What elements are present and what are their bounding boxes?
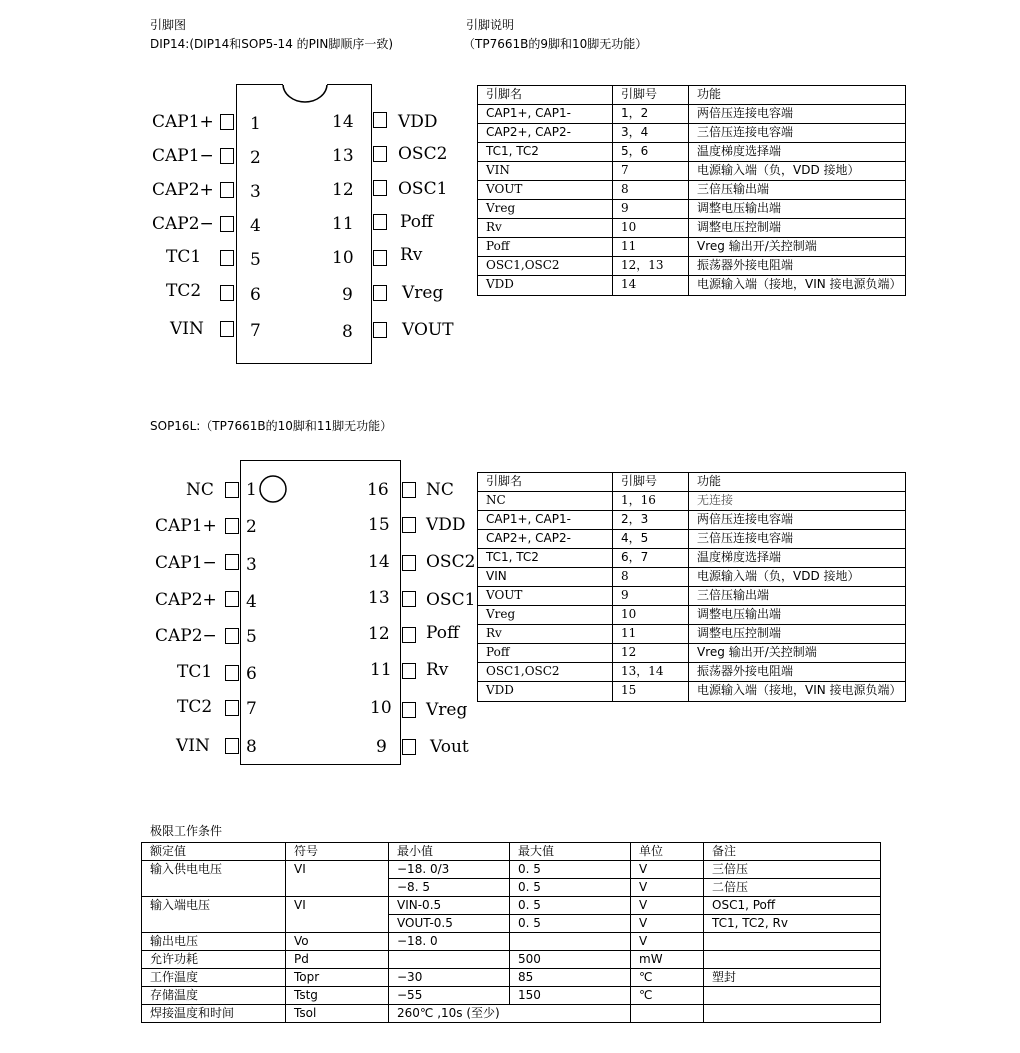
pin-number: 1 <box>246 480 257 500</box>
cell: Rv <box>478 625 613 644</box>
pin1-marker-circle <box>257 473 289 505</box>
pin-lead <box>225 554 239 570</box>
header-cell: 引脚名 <box>478 473 613 492</box>
header-cell: 引脚号 <box>613 473 689 492</box>
pin-number: 7 <box>250 321 261 341</box>
table-row <box>478 124 906 143</box>
cell: VIN <box>478 162 613 181</box>
pin-lead <box>220 148 234 164</box>
cell: 工作温度 <box>142 969 286 987</box>
cell: −18. 0/3 <box>389 861 510 879</box>
cell: ℃ <box>631 969 704 987</box>
pin-number: 13 <box>332 146 354 166</box>
pin-lead <box>402 482 416 498</box>
pin-lead <box>402 663 416 679</box>
limits-table <box>141 842 881 1023</box>
table-row <box>478 143 906 162</box>
cell: 9 <box>613 587 689 606</box>
sop16-title: SOP16L:（TP7661B的10脚和11脚无功能） <box>150 419 393 433</box>
cell: 10 <box>613 219 689 238</box>
pin-number: 6 <box>250 285 261 305</box>
cell: 电源输入端（接地，VIN 接电源负端） <box>689 682 906 702</box>
cell: 0. 5 <box>510 879 631 897</box>
table-row <box>142 879 881 897</box>
pin-label: VDD <box>426 515 466 535</box>
cell: Rv <box>478 219 613 238</box>
pin-lead <box>225 518 239 534</box>
dip-nc-note: （TP7661B的9脚和10脚无功能） <box>463 37 648 51</box>
pin-label: Rv <box>400 245 423 265</box>
pin-label: OSC1 <box>398 179 448 199</box>
table-row <box>478 587 906 606</box>
table-row <box>142 897 881 915</box>
pin-label: VIN <box>176 736 210 756</box>
pin-lead <box>220 285 234 301</box>
table-row <box>478 200 906 219</box>
pin-number: 8 <box>246 737 257 757</box>
pin-number: 12 <box>332 180 354 200</box>
cell: 塑封 <box>704 969 881 987</box>
cell: 无连接 <box>689 492 906 511</box>
cell: 1，2 <box>613 105 689 124</box>
header-cell: 最大值 <box>510 843 631 861</box>
table-row <box>142 951 881 969</box>
pin-number: 11 <box>370 660 392 680</box>
cell: Topr <box>286 969 389 987</box>
pin-lead <box>225 700 239 716</box>
pin-lead <box>373 214 387 230</box>
cell: 260℃ ,10s (至少) <box>389 1005 631 1023</box>
cell: 温度梯度选择端 <box>689 143 906 162</box>
pin-label: Vreg <box>426 700 468 720</box>
cell: 9 <box>613 200 689 219</box>
pin-lead <box>373 250 387 266</box>
cell: 温度梯度选择端 <box>689 549 906 568</box>
pin-label: CAP1+ <box>155 516 217 536</box>
table-row <box>142 933 881 951</box>
cell: 4，5 <box>613 530 689 549</box>
cell: 85 <box>510 969 631 987</box>
cell: 存储温度 <box>142 987 286 1005</box>
cell: 调整电压控制端 <box>689 625 906 644</box>
pin-number: 8 <box>342 322 353 342</box>
cell: 15 <box>613 682 689 702</box>
cell: CAP2+, CAP2- <box>478 530 613 549</box>
cell: VDD <box>478 682 613 702</box>
cell: TC1, TC2, Rv <box>704 915 881 933</box>
pin-diagram-title: 引脚图 <box>150 18 187 32</box>
table-row <box>478 644 906 663</box>
pin-label: Poff <box>400 212 434 232</box>
cell <box>704 951 881 969</box>
cell: VOUT-0.5 <box>389 915 510 933</box>
cell: Poff <box>478 238 613 257</box>
table-row <box>478 181 906 200</box>
pin-lead <box>373 180 387 196</box>
cell: 11 <box>613 625 689 644</box>
pin-lead <box>220 114 234 130</box>
pin-number: 16 <box>367 480 389 500</box>
pin-label: CAP2+ <box>155 590 217 610</box>
cell: VIN-0.5 <box>389 897 510 915</box>
pin-desc-title: 引脚说明 <box>466 18 515 32</box>
cell: 12，13 <box>613 257 689 276</box>
header-cell: 备注 <box>704 843 881 861</box>
cell: V <box>631 897 704 915</box>
cell: 调整电压控制端 <box>689 219 906 238</box>
pin-number: 7 <box>246 699 257 719</box>
cell: 8 <box>613 181 689 200</box>
cell: ℃ <box>631 987 704 1005</box>
table-row <box>142 969 881 987</box>
limits-title: 极限工作条件 <box>150 824 223 838</box>
pin-number: 14 <box>368 552 390 572</box>
cell <box>704 987 881 1005</box>
cell: V <box>631 915 704 933</box>
cell: 三倍压输出端 <box>689 587 906 606</box>
pin-number: 6 <box>246 664 257 684</box>
cell: 0. 5 <box>510 897 631 915</box>
cell: CAP1+, CAP1- <box>478 511 613 530</box>
cell: VOUT <box>478 587 613 606</box>
pin-label: TC2 <box>166 281 202 301</box>
pin-lead <box>220 250 234 266</box>
table-row <box>478 276 906 296</box>
cell <box>286 915 389 933</box>
pin-number: 9 <box>342 285 353 305</box>
cell: mW <box>631 951 704 969</box>
cell <box>389 951 510 969</box>
table-row <box>142 1005 881 1023</box>
cell: 500 <box>510 951 631 969</box>
pin-lead <box>225 628 239 644</box>
table-row <box>478 105 906 124</box>
table-row <box>478 219 906 238</box>
cell: Tstg <box>286 987 389 1005</box>
header-cell: 单位 <box>631 843 704 861</box>
cell: Vreg 输出开/关控制端 <box>689 238 906 257</box>
cell: V <box>631 879 704 897</box>
header-cell: 最小值 <box>389 843 510 861</box>
cell: 7 <box>613 162 689 181</box>
cell: −30 <box>389 969 510 987</box>
table-header-row <box>478 473 906 492</box>
cell: OSC1,OSC2 <box>478 663 613 682</box>
header-cell: 符号 <box>286 843 389 861</box>
cell: 0. 5 <box>510 915 631 933</box>
cell: VI <box>286 861 389 879</box>
cell: 13，14 <box>613 663 689 682</box>
pin-label: VDD <box>398 112 438 132</box>
pin-number: 12 <box>368 624 390 644</box>
cell: 5，6 <box>613 143 689 162</box>
pin-lead <box>402 591 416 607</box>
pin-label: OSC1 <box>426 590 476 610</box>
pin-number: 14 <box>332 112 354 132</box>
pin-lead <box>373 146 387 162</box>
cell: 14 <box>613 276 689 296</box>
pin-lead <box>225 591 239 607</box>
pin-lead <box>225 738 239 754</box>
cell: Tsol <box>286 1005 389 1023</box>
cell: 12 <box>613 644 689 663</box>
pin-label: VOUT <box>402 320 454 340</box>
cell: 焊接温度和时间 <box>142 1005 286 1023</box>
cell: 6，7 <box>613 549 689 568</box>
cell <box>631 1005 704 1023</box>
cell: 3，4 <box>613 124 689 143</box>
pin-number: 15 <box>368 515 390 535</box>
cell: VOUT <box>478 181 613 200</box>
pin-label: Poff <box>426 623 460 643</box>
cell: Vo <box>286 933 389 951</box>
pin-number: 5 <box>246 627 257 647</box>
cell <box>142 915 286 933</box>
pin-label: Rv <box>426 660 449 680</box>
sop-pin-table <box>477 472 906 702</box>
cell: V <box>631 861 704 879</box>
pin-label: TC1 <box>166 247 202 267</box>
pin-lead <box>225 482 239 498</box>
cell: 三倍压连接电容端 <box>689 124 906 143</box>
cell: 150 <box>510 987 631 1005</box>
cell: V <box>631 933 704 951</box>
pin-label: CAP2+ <box>152 180 214 200</box>
table-row <box>478 682 906 702</box>
table-row <box>478 511 906 530</box>
pin-lead <box>402 517 416 533</box>
pin-number: 10 <box>370 698 392 718</box>
pin-lead <box>373 285 387 301</box>
pin-number: 4 <box>250 216 261 236</box>
cell: 两倍压连接电容端 <box>689 105 906 124</box>
cell: 三倍压输出端 <box>689 181 906 200</box>
pin-label: Vreg <box>402 283 444 303</box>
cell: 输出电压 <box>142 933 286 951</box>
table-row <box>478 530 906 549</box>
pin-number: 10 <box>332 248 354 268</box>
cell: Pd <box>286 951 389 969</box>
pin-lead <box>373 322 387 338</box>
cell: 10 <box>613 606 689 625</box>
cell <box>704 1005 881 1023</box>
cell: NC <box>478 492 613 511</box>
cell: CAP2+, CAP2- <box>478 124 613 143</box>
pin-label: CAP1− <box>155 553 217 573</box>
cell: Poff <box>478 644 613 663</box>
pin-number: 3 <box>246 555 257 575</box>
pin-label: CAP2− <box>152 214 214 234</box>
cell: 0. 5 <box>510 861 631 879</box>
pin-number: 2 <box>250 148 261 168</box>
pin-label: TC2 <box>177 697 213 717</box>
cell <box>510 933 631 951</box>
pin-number: 2 <box>246 517 257 537</box>
pin-number: 1 <box>250 114 261 134</box>
table-row <box>478 549 906 568</box>
cell: 振荡器外接电阻端 <box>689 257 906 276</box>
pin-label: TC1 <box>177 662 213 682</box>
cell: VIN <box>478 568 613 587</box>
cell: 11 <box>613 238 689 257</box>
pin-number: 11 <box>332 214 354 234</box>
cell: 两倍压连接电容端 <box>689 511 906 530</box>
pin-label: CAP2− <box>155 626 217 646</box>
pin-lead <box>220 216 234 232</box>
pin-number: 13 <box>368 588 390 608</box>
cell: VDD <box>478 276 613 296</box>
cell: TC1, TC2 <box>478 143 613 162</box>
header-cell: 功能 <box>689 86 906 105</box>
cell: CAP1+, CAP1- <box>478 105 613 124</box>
header-cell: 额定值 <box>142 843 286 861</box>
cell: 电源输入端（负，VDD 接地） <box>689 568 906 587</box>
cell <box>704 933 881 951</box>
cell: TC1, TC2 <box>478 549 613 568</box>
cell: 电源输入端（接地，VIN 接电源负端） <box>689 276 906 296</box>
pin-lead <box>402 702 416 718</box>
cell: OSC1, Poff <box>704 897 881 915</box>
cell: −8. 5 <box>389 879 510 897</box>
cell: OSC1,OSC2 <box>478 257 613 276</box>
header-cell: 引脚号 <box>613 86 689 105</box>
table-row <box>142 915 881 933</box>
cell: 8 <box>613 568 689 587</box>
pin-lead <box>402 627 416 643</box>
cell: 二倍压 <box>704 879 881 897</box>
cell: Vreg <box>478 606 613 625</box>
table-header-row <box>142 843 881 861</box>
cell: Vreg <box>478 200 613 219</box>
pin-label: NC <box>186 480 214 500</box>
cell: 调整电压输出端 <box>689 200 906 219</box>
table-row <box>142 861 881 879</box>
cell <box>142 879 286 897</box>
cell: 输入端电压 <box>142 897 286 915</box>
table-row <box>142 987 881 1005</box>
table-row <box>478 162 906 181</box>
pin-number: 5 <box>250 250 261 270</box>
cell: 输入供电电压 <box>142 861 286 879</box>
table-row <box>478 625 906 644</box>
pin-label: NC <box>426 480 454 500</box>
table-row <box>478 238 906 257</box>
dip14-notch <box>280 83 330 105</box>
pin-lead <box>402 739 416 755</box>
cell: VI <box>286 897 389 915</box>
pin-number: 9 <box>376 737 387 757</box>
pin-number: 4 <box>246 592 257 612</box>
pin-lead <box>225 665 239 681</box>
cell: Vreg 输出开/关控制端 <box>689 644 906 663</box>
pin-label: OSC2 <box>398 144 448 164</box>
cell: 电源输入端（负，VDD 接地） <box>689 162 906 181</box>
table-row <box>478 663 906 682</box>
cell: 1，16 <box>613 492 689 511</box>
cell <box>286 879 389 897</box>
table-row <box>478 606 906 625</box>
table-row <box>478 568 906 587</box>
pin-label: VIN <box>170 319 204 339</box>
cell: 三倍压连接电容端 <box>689 530 906 549</box>
pin-label: CAP1− <box>152 146 214 166</box>
cell: 2，3 <box>613 511 689 530</box>
header-cell: 功能 <box>689 473 906 492</box>
cell: 三倍压 <box>704 861 881 879</box>
dip-pin-table <box>477 85 906 296</box>
pin-label: Vout <box>430 737 469 757</box>
pin-lead <box>220 182 234 198</box>
pin-number: 3 <box>250 182 261 202</box>
cell: −18. 0 <box>389 933 510 951</box>
pin-lead <box>220 321 234 337</box>
cell: 振荡器外接电阻端 <box>689 663 906 682</box>
table-row <box>478 492 906 511</box>
cell: −55 <box>389 987 510 1005</box>
header-cell: 引脚名 <box>478 86 613 105</box>
pin-lead <box>373 112 387 128</box>
sop16-chip-body <box>240 460 401 765</box>
table-header-row <box>478 86 906 105</box>
table-row <box>478 257 906 276</box>
dip-note: DIP14:(DIP14和SOP5-14 的PIN脚顺序一致) <box>150 37 394 51</box>
pin-label: CAP1+ <box>152 112 214 132</box>
cell: 允许功耗 <box>142 951 286 969</box>
pin-label: OSC2 <box>426 552 476 572</box>
cell: 调整电压输出端 <box>689 606 906 625</box>
pin-lead <box>402 555 416 571</box>
